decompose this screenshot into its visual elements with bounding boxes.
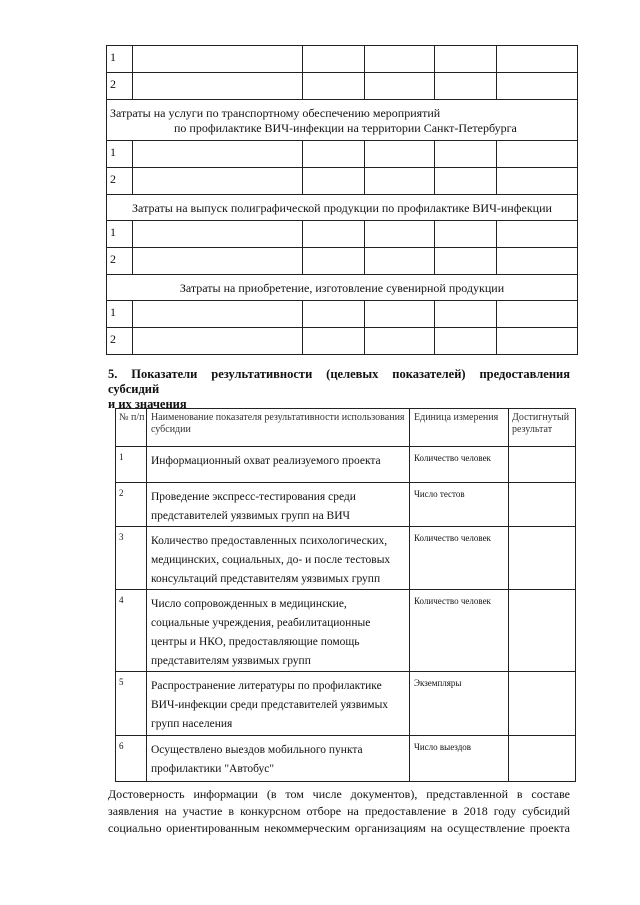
section-title-row [107,195,578,221]
indicator-name: Число сопровожденных в медицинские, социальные учреждения, реабилитационные центры и НКО, предоставляющие помощь представителям уязвимых групп [147,590,410,672]
row-number: 1 [107,221,133,248]
section-title-souvenirs: Затраты на приобретение, изготовление сувенирной продукции [107,275,578,301]
table-row [116,447,576,483]
reliability-paragraph: Достоверность информации (в том числе документов), представленной в составе заявления на участие в конкурсном отборе на предоставление в 2018 году субсидий социально ориентированным некоммерческим организациям на осуществление проекта [108,787,570,835]
indicator-name: Осуществлено выездов мобильного пункта профилактики "Автобус" [147,736,410,782]
indicator-result [509,483,576,527]
header-num: № п/п [116,409,147,447]
row-number: 2 [107,168,133,195]
indicator-result [509,736,576,782]
table-row [107,301,578,328]
indicator-name: Проведение экспресс-тестирования среди представителей уязвимых групп на ВИЧ [147,483,410,527]
table-row [107,221,578,248]
indicator-name: Количество предоставленных психологических, медицинских, социальных, до- и после тестовых консультаций представителям уязвимых групп [147,527,410,590]
header-result: Достигнутый результат [509,409,576,447]
header-unit: Единица измерения [410,409,509,447]
table-row [116,590,576,672]
header-name: Наименование показателя результативности использования субсидии [147,409,410,447]
section-heading: 5. Показатели результативности (целевых показателей) предоставления субсидий и их значения [108,367,570,411]
indicators-table [115,408,576,782]
table-row [107,328,578,355]
indicator-result [509,527,576,590]
table-row [116,527,576,590]
indicator-unit: Количество человек [410,447,509,483]
indicator-name: Распространение литературы по профилактике ВИЧ-инфекции среди представителей уязвимых групп населения [147,672,410,736]
section-title-transport: Затраты на услуги по транспортному обеспечению мероприятий по профилактике ВИЧ-инфекции на территории Санкт-Петербурга [107,100,578,141]
row-number: 3 [116,527,147,590]
row-number: 2 [107,248,133,275]
row-number: 2 [107,328,133,355]
indicator-unit: Количество человек [410,590,509,672]
table-row [107,248,578,275]
table-header-row [116,409,576,447]
table-row [107,46,578,73]
row-number: 5 [116,672,147,736]
table-row [116,483,576,527]
indicator-result [509,590,576,672]
indicator-result [509,447,576,483]
row-number: 1 [107,46,133,73]
indicator-result [509,672,576,736]
section-title-row [107,275,578,301]
indicator-unit: Количество человек [410,527,509,590]
row-number: 2 [116,483,147,527]
table-row [107,168,578,195]
indicator-unit: Экземпляры [410,672,509,736]
row-number: 6 [116,736,147,782]
cost-table [106,45,578,355]
table-row [116,736,576,782]
section-title-printing: Затраты на выпуск полиграфической продукции по профилактике ВИЧ-инфекции [107,195,578,221]
section-title-row [107,100,578,141]
indicator-unit: Число выездов [410,736,509,782]
indicator-name: Информационный охват реализуемого проекта [147,447,410,483]
row-number: 1 [116,447,147,483]
table-row [107,141,578,168]
row-number: 4 [116,590,147,672]
row-number: 1 [107,301,133,328]
indicator-unit: Число тестов [410,483,509,527]
table-row [116,672,576,736]
row-number: 1 [107,141,133,168]
row-number: 2 [107,73,133,100]
table-row [107,73,578,100]
